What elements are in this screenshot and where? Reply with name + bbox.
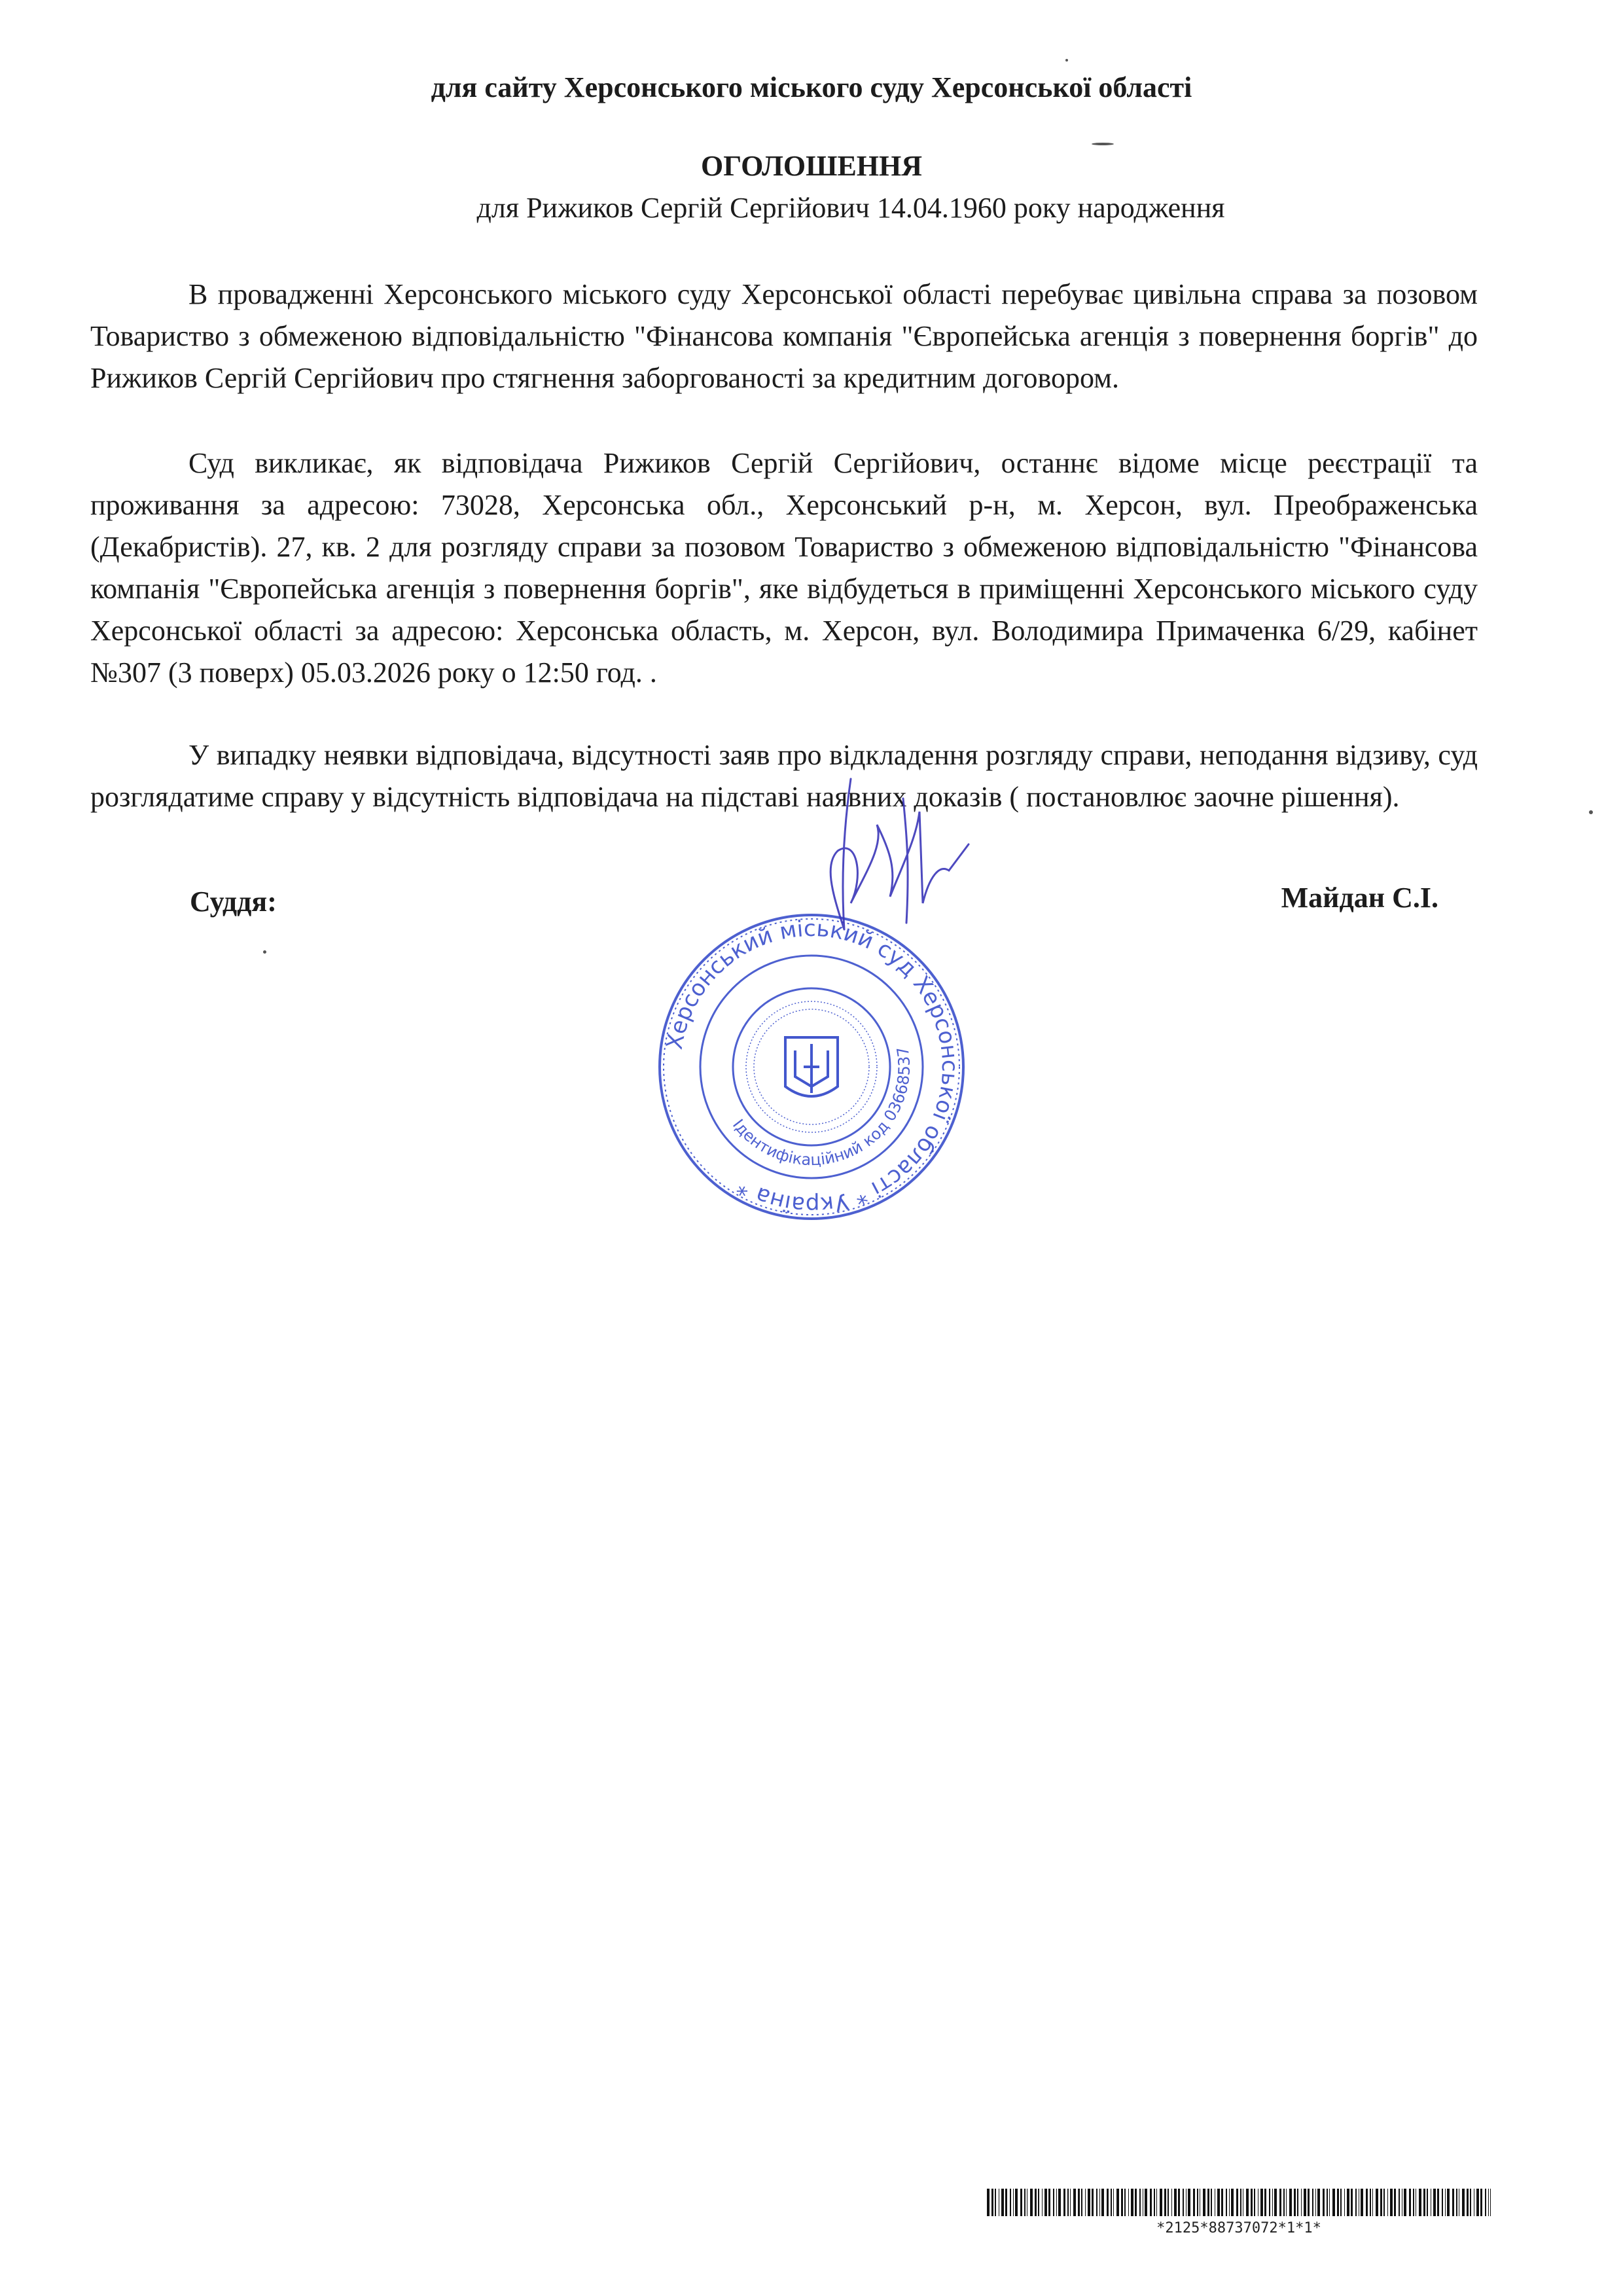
- paragraph-summons: [90, 442, 1478, 694]
- scan-speck: [1065, 59, 1068, 62]
- stamp-outer-text: Херсонський міський суд Херсонської області * Україна *: [661, 915, 963, 1219]
- scan-speck: [1092, 143, 1114, 145]
- scan-speck: [263, 950, 266, 954]
- judge-name: Майдан С.І.: [1281, 882, 1438, 914]
- court-stamp: [654, 910, 969, 1224]
- site-header: для сайту Херсонського міського суду Херсонської області: [431, 71, 1192, 103]
- stamp-inner-text: Ідентифікаційний код 03668537: [728, 1045, 914, 1170]
- judge-signature: [805, 772, 1001, 956]
- paragraph-absence-warning: [90, 734, 1478, 818]
- barcode-image: [987, 2189, 1491, 2216]
- document-subtitle: для Рижиков Сергій Сергійович 14.04.1960 року народження: [476, 192, 1225, 224]
- paragraph-text: В провадженні Херсонського міського суду Херсонської області перебуває цивільна справа за позовом Товариство з обмеженою відповідальністю "Фінансова компанія "Європейська агенція з повернення боргів" до Рижиков Сергій Сергійович про стягнення заборгованості за кредитним договором.: [90, 278, 1478, 394]
- judge-label: Суддя:: [190, 886, 277, 918]
- paragraph-case-info: [90, 274, 1478, 399]
- scan-speck: [1589, 810, 1593, 814]
- paragraph-text: У випадку неявки відповідача, відсутності заяв про відкладення розгляду справи, неподання відзиву, суд розглядатиме справу у відсутність відповідача на підставі наявних доказів ( постановлює заочне рішення).: [90, 739, 1478, 813]
- document-title: ОГОЛОШЕННЯ: [700, 150, 923, 182]
- trident-icon: [785, 1037, 838, 1096]
- barcode-text: *2125*88737072*1*1*: [1156, 2220, 1321, 2236]
- paragraph-text: Суд викликає, як відповідача Рижиков Сергій Сергійович, останнє відоме місце реєстрації та проживання за адресою: 73028, Херсонська обл., Херсонський р-н, м. Херсон, вул. Преображенська (Декабристів). 27, кв. 2 для розгляду справи за позовом Товариство з обмеженою відповідальністю "Фінансова компанія "Європейська агенція з повернення боргів", яке відбудеться в приміщенні Херсонського міського суду Херсонської області за адресою: Херсонська область, м. Херсон, вул. Володимира Примаченка 6/29, кабінет №307 (3 поверх) 05.03.2026 року о 12:50 год. .: [90, 447, 1478, 689]
